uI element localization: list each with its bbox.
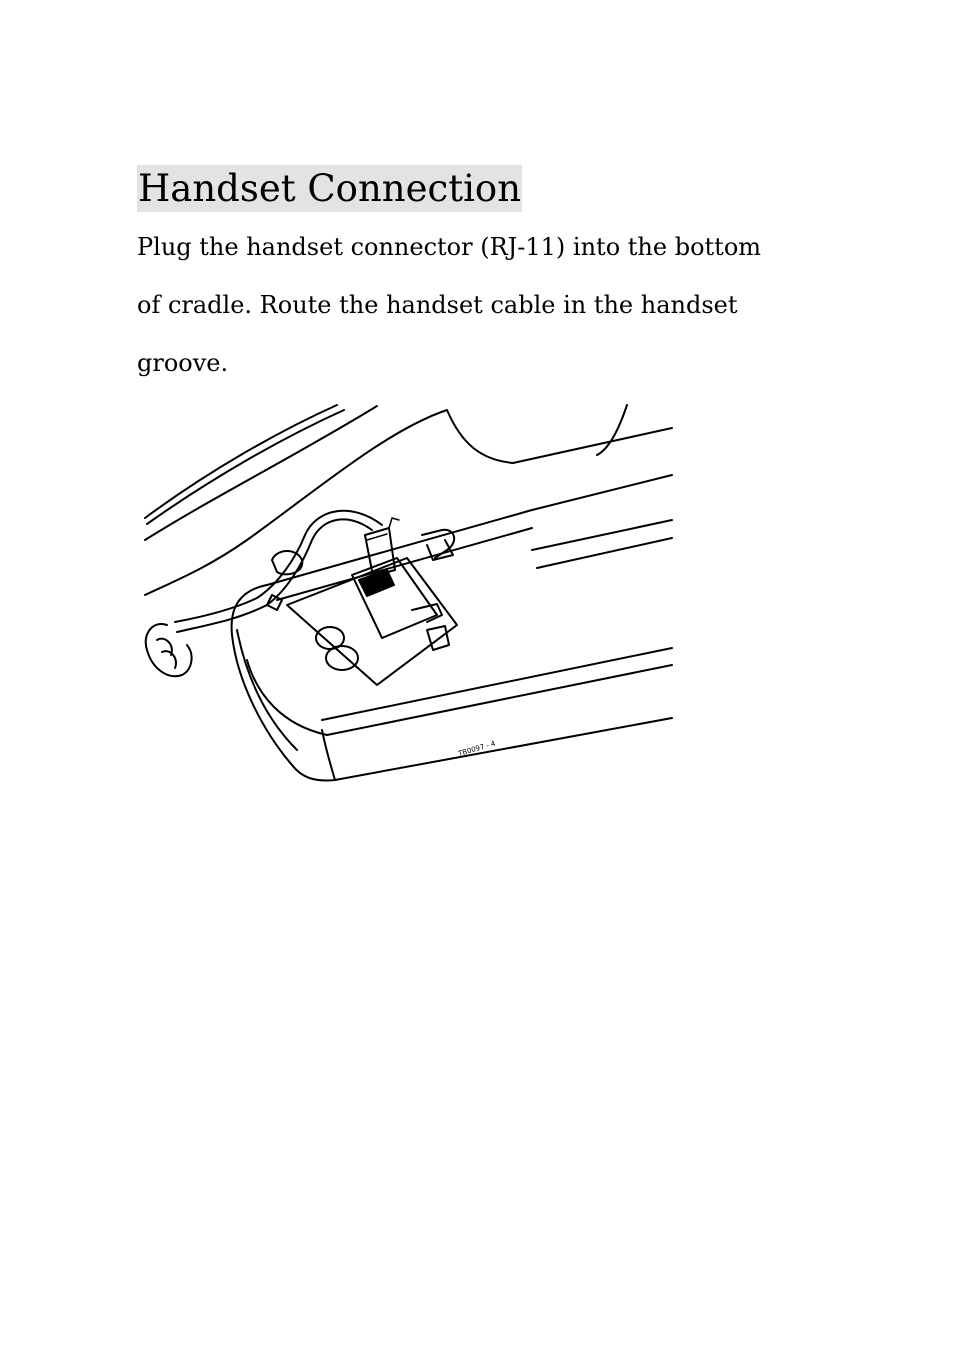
instruction-line-2: of cradle. Route the handset cable in the handset: [137, 291, 738, 319]
section-heading: Handset Connection: [138, 167, 522, 210]
instruction-line-3: groove.: [137, 349, 229, 377]
handset-outline: [145, 405, 672, 595]
figure-part-code: TB0097 - 4: [457, 739, 497, 758]
handset-connection-illustration: [137, 400, 682, 790]
instruction-line-1: Plug the handset connector (RJ-11) into the bottom: [137, 233, 762, 261]
connector-housing: [272, 530, 457, 685]
handset-cable: [146, 511, 382, 676]
